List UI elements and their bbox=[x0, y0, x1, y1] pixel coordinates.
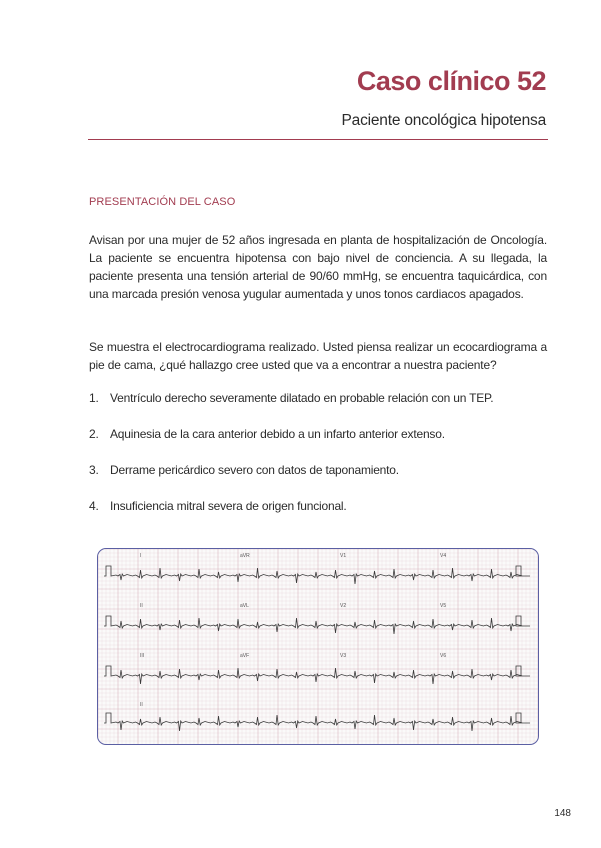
ecg-lead-label: V3 bbox=[340, 653, 347, 659]
ecg-lead-label: aVL bbox=[240, 603, 249, 609]
option-number: 3. bbox=[89, 463, 99, 477]
ecg-lead-label: III bbox=[140, 653, 145, 659]
answer-option bbox=[89, 391, 547, 427]
ecg-lead-label: V5 bbox=[440, 603, 447, 609]
case-description: Avisan por una mujer de 52 años ingresada en planta de hospitalización de Oncología. La paciente se encuentra hipotensa con bajo nivel de conciencia. A su llegada, la paciente presenta una tensión arterial de 90/60 mmHg, se encuentra taquicárdica, con una marcada presión venosa yugular aumentada y unos tonos cardiacos apagados. bbox=[89, 233, 547, 301]
option-text: Aquinesia de la cara anterior debido a un infarto anterior extenso. bbox=[110, 427, 445, 441]
option-number: 4. bbox=[89, 499, 99, 513]
option-text: Insuficiencia mitral severa de origen funcional. bbox=[110, 499, 347, 513]
ecg-lead-label: II bbox=[140, 603, 143, 609]
case-subtitle: Paciente oncológica hipotensa bbox=[341, 112, 546, 129]
ecg-lead-label: V2 bbox=[340, 603, 347, 609]
answer-option bbox=[89, 499, 547, 535]
answer-option bbox=[89, 427, 547, 463]
ecg-lead-label: V1 bbox=[340, 553, 347, 559]
section-heading: PRESENTACIÓN DEL CASO bbox=[89, 196, 236, 208]
ecg-tracing bbox=[98, 549, 538, 744]
option-number: 2. bbox=[89, 427, 99, 441]
answer-option bbox=[89, 463, 547, 499]
ecg-image bbox=[97, 548, 539, 745]
answer-options bbox=[89, 391, 547, 535]
ecg-lead-label: V4 bbox=[440, 553, 447, 559]
page-number: 148 bbox=[554, 808, 571, 819]
ecg-grid bbox=[98, 549, 538, 744]
ecg-lead-label: aVR bbox=[240, 553, 250, 559]
title-divider bbox=[88, 139, 548, 140]
case-question: Se muestra el electrocardiograma realizado. Usted piensa realizar un ecocardiograma a pie de cama, ¿qué hallazgo cree usted que va a encontrar a nuestra paciente? bbox=[89, 340, 547, 372]
option-number: 1. bbox=[89, 391, 99, 405]
option-text: Ventrículo derecho severamente dilatado en probable relación con un TEP. bbox=[110, 391, 494, 405]
case-title: Caso clínico 52 bbox=[356, 66, 546, 96]
option-text: Derrame pericárdico severo con datos de taponamiento. bbox=[110, 463, 399, 477]
ecg-lead-label: I bbox=[140, 553, 142, 559]
ecg-lead-label: aVF bbox=[240, 653, 250, 659]
ecg-lead-label: II bbox=[140, 702, 143, 708]
ecg-lead-label: V6 bbox=[440, 653, 447, 659]
